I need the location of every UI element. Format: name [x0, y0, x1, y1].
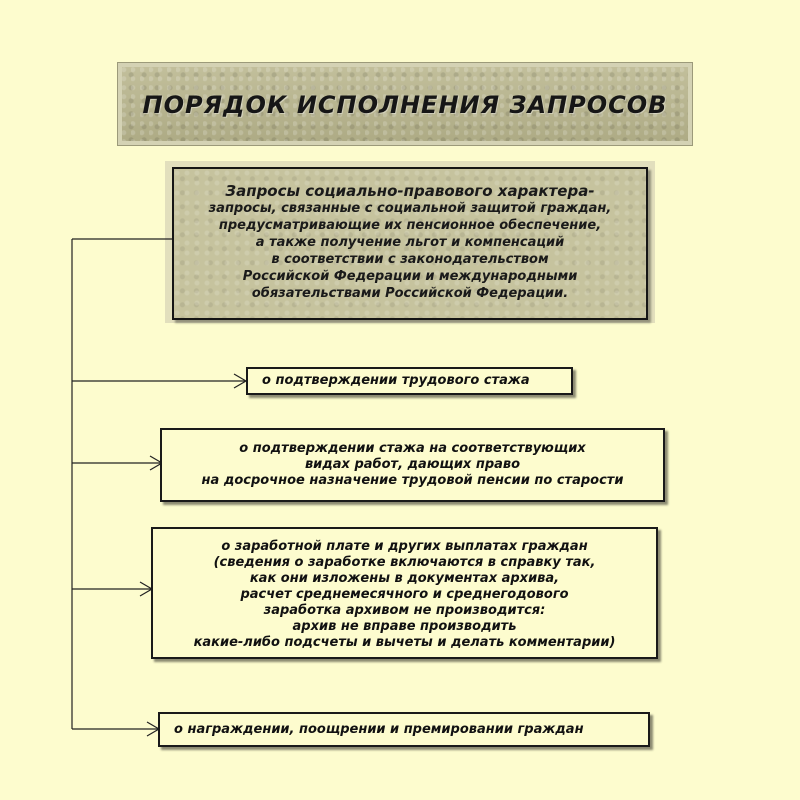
category-text: (сведения о заработке включаются в справку так,	[213, 555, 596, 570]
category-text: какие-либо подсчеты и вычеты и делать комментарии)	[193, 635, 616, 650]
social-box-line: запросы, связанные с социальной защитой граждан,	[208, 201, 612, 216]
category-text: как они изложены в документах архива,	[249, 571, 560, 586]
category-text: о подтверждении трудового стажа	[262, 373, 530, 388]
category-work-experience	[246, 367, 573, 395]
category-text: архив не вправе производить	[292, 619, 517, 634]
category-salary	[151, 527, 658, 659]
category-text: расчет среднемесячного и среднегодового	[240, 587, 569, 602]
social-box-line: в соответствии с законодательством	[271, 252, 549, 267]
category-text: на досрочное назначение трудовой пенсии по старости	[201, 473, 624, 488]
category-text: о подтверждении стажа на соответствующих	[239, 441, 586, 456]
social-box-line: а также получение льгот и компенсаций	[255, 235, 565, 250]
category-text: о награждении, поощрении и премировании граждан	[174, 722, 584, 737]
category-text: заработка архивом не производится:	[263, 603, 546, 618]
category-awards	[158, 712, 650, 747]
social-box-line: предусматривающие их пенсионное обеспечение,	[218, 218, 602, 233]
page-title: ПОРЯДОК ИСПОЛНЕНИЯ ЗАПРОСОВ	[142, 91, 668, 119]
category-text: видах работ, дающих право	[304, 457, 521, 472]
social-box-line: обязательствами Российской Федерации.	[251, 286, 569, 301]
social-box-line: Российской Федерации и международными	[242, 269, 578, 284]
category-special-experience	[160, 428, 665, 502]
social-box-heading: Запросы социально-правового характера-	[225, 182, 595, 200]
category-text: о заработной плате и других выплатах граждан	[221, 539, 588, 554]
